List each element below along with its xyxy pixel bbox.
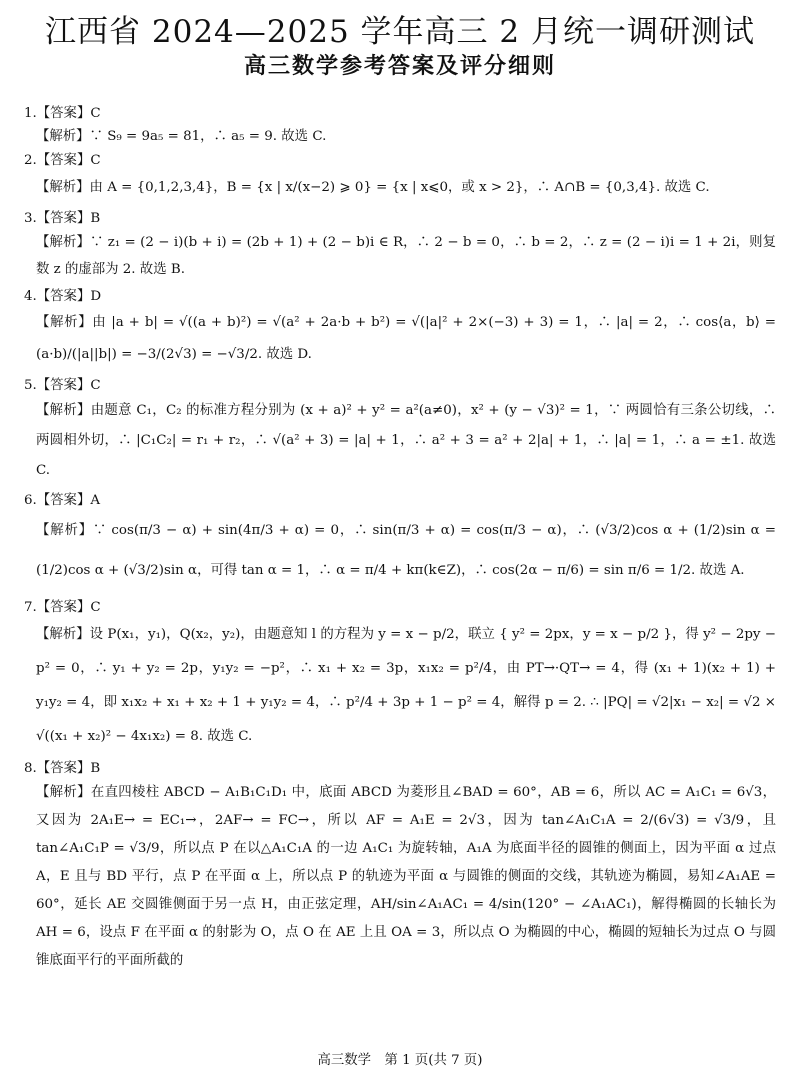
analysis-text: 【解析】由 A = {0,1,2,3,4}，B = {x | x/(x−2) ⩾ 0} = {x | x⩽0，或 x > 2}，∴ A∩B = {0,3,4}. 故选 C. <box>36 180 710 195</box>
answer-line: 1.【答案】C <box>24 106 101 121</box>
answer-line: 8.【答案】B <box>24 761 101 776</box>
question-3 <box>24 208 776 283</box>
page-subtitle: 高三数学参考答案及评分细则 <box>243 54 556 79</box>
question-7 <box>24 597 776 754</box>
answer-line: 4.【答案】D <box>24 289 102 304</box>
answer-line: 5.【答案】C <box>24 378 101 393</box>
answer-line: 6.【答案】A <box>24 493 101 508</box>
question-8 <box>24 758 776 975</box>
question-6 <box>24 490 776 591</box>
analysis-text: 【解析】∵ cos(π/3 − α) + sin(4π/3 + α) = 0，∴ sin(π/3 + α) = cos(π/3 − α)，∴ (√3/2)cos α + (1/2)sin α = (1/2)cos α + (√3/2)sin α，可得 tan α = 1，∴ α = π/4 + kπ(k∈Z)，∴ cos(2α − π/6) = sin π/6 = 1/2. 故选 A. <box>36 523 776 578</box>
question-1 <box>24 103 776 149</box>
analysis-text: 【解析】由 |a + b| = √((a + b)²) = √(a² + 2a·b + b²) = √(|a|² + 2×(−3) + 3) = 1，∴ |a| = 2，∴ cos⟨a，b⟩ = (a·b)/(|a||b|) = −3/(2√3) = −√3/2. 故选 D. <box>36 315 776 362</box>
question-4 <box>24 286 776 371</box>
answer-line: 3.【答案】B <box>24 211 101 226</box>
question-5 <box>24 375 776 486</box>
analysis-text: 【解析】由题意 C₁，C₂ 的标准方程分别为 (x + a)² + y² = a²(a≠0)，x² + (y − √3)² = 1，∵ 两圆恰有三条公切线，∴ 两圆相外切，∴ |C₁C₂| = r₁ + r₂，∴ √(a² + 3) = |a| + 1，∴ a² + 3 = a² + 2|a| + 1，∴ |a| = 1，∴ a = ±1. 故选 C. <box>36 403 776 478</box>
analysis-text: 【解析】设 P(x₁，y₁)，Q(x₂，y₂)，由题意知 l 的方程为 y = x − p/2，联立 { y² = 2px，y = x − p/2 }，得 y² − 2py − p² = 0，∴ y₁ + y₂ = 2p，y₁y₂ = −p²，∴ x₁ + x₂ = 3p，x₁x₂ = p²/4，由 PT→·QT→ = 4，得 (x₁ + 1)(x₂ + 1) + y₁y₂ = 4，即 x₁x₂ + x₁ + x₂ + 1 + y₁y₂ = 4，∴ p²/4 + 3p + 1 − p² = 4，解得 p = 2. ∴ |PQ| = √2|x₁ − x₂| = √2 × √((x₁ + x₂)² − 4x₁x₂) = 8. 故选 C. <box>36 627 776 744</box>
answer-line: 7.【答案】C <box>24 600 101 615</box>
analysis-text: 【解析】∵ S₉ = 9a₅ = 81，∴ a₅ = 9. 故选 C. <box>36 129 327 144</box>
analysis-text: 【解析】∵ z₁ = (2 − i)(b + i) = (2b + 1) + (2 − b)i ∈ R，∴ 2 − b = 0，∴ b = 2，∴ z = (2 − i)i = 1 + 2i，则复数 z 的虚部为 2. 故选 B. <box>36 235 776 277</box>
answer-line: 2.【答案】C <box>24 153 101 168</box>
answer-list <box>24 100 776 975</box>
question-2 <box>24 150 776 205</box>
page-title: 江西省 2024—2025 学年高三 2 月统一调研测试 <box>45 14 755 50</box>
analysis-text: 【解析】在直四棱柱 ABCD − A₁B₁C₁D₁ 中，底面 ABCD 为菱形且∠BAD = 60°，AB = 6，所以 AC = A₁C₁ = 6√3，又因为 2A₁E→ = EC₁→，2AF→ = FC→，所以 AF = A₁E = 2√3，因为 tan∠A₁C₁A = 2/(6√3) = √3/9，且 tan∠A₁C₁P = √3/9，所以点 P 在以△A₁C₁A 的一边 A₁C₁ 为旋转轴，A₁A 为底面半径的圆锥的侧面上，因为平面 α 过点 A，E 且与 BD 平行，点 P 在平面 α 上，所以点 P 的轨迹为平面 α 与圆锥的侧面的交线，其轨迹为椭圆，易知∠A₁AE = 60°，延长 AE 交圆锥侧面于另一点 H，由正弦定理，AH/sin∠A₁AC₁ = 4/sin(120° − ∠A₁AC₁)，解得椭圆的长轴长为 AH = 6，设点 F 在平面 α 的射影为 O，点 O 在 AE 上且 OA = 3，所以点 O 为椭圆的中心，椭圆的短轴长为过点 O 与圆锥底面平行的平面所截的 <box>36 785 776 968</box>
page-footer: 高三数学 第 1 页(共 7 页) <box>317 1053 483 1068</box>
